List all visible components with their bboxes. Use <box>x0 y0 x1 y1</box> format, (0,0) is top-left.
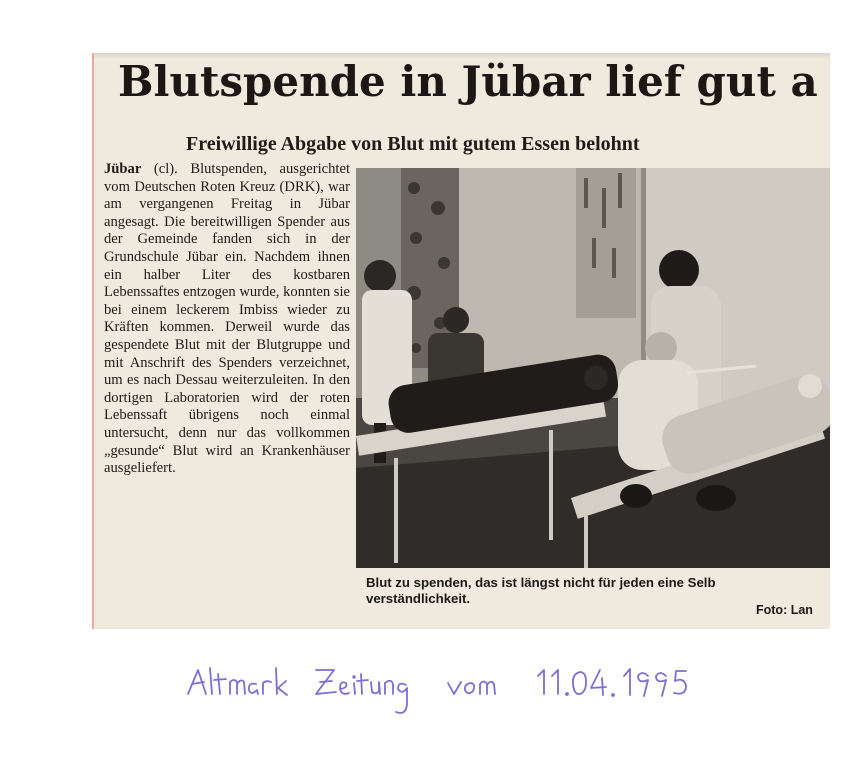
article-subheadline: Freiwillige Abgabe von Blut mit gutem Essen belohnt <box>186 133 640 155</box>
article-photo <box>356 168 830 568</box>
article-headline: Blutspende in Jübar lief gut a <box>118 57 818 106</box>
article-dateline: Jübar <box>104 161 142 177</box>
article-body <box>104 161 350 478</box>
photo-caption-line-1: Blut zu spenden, das ist längst nicht für jeden eine Selb <box>366 575 716 590</box>
handwritten-source-note <box>186 664 746 744</box>
newspaper-clipping <box>92 53 830 629</box>
article-body-text: (cl). Blutspenden, ausgerichtet vom Deutschen Roten Kreuz (DRK), war am vergangenen Freitag in Jübar angesagt. Die bereitwilligen Spender aus der Gemeinde fanden sich in der Grundschule Jübar ein. Nachdem ihnen ein halber Liter des kostbaren Lebenssaftes entzogen wurde, konnten sie bei einem leckerem Imbiss wieder zu Kräften kommen. Derweil wurde das gespendete Blut mit der Blutgruppe und mit Anschrift des Spenders verzeichnet, um es nach Dessau weiterzuleiten. In den dortigen Laboratorien wird der roten Lebenssaft übrigens noch einmal untersucht, denn nur das vollkommen „gesunde“ Blut wird an Krankenhäuser ausgeliefert. <box>104 161 350 477</box>
photo-credit: Foto: Lan <box>756 603 813 617</box>
photo-caption-line-2: verständlichkeit. <box>366 591 471 606</box>
